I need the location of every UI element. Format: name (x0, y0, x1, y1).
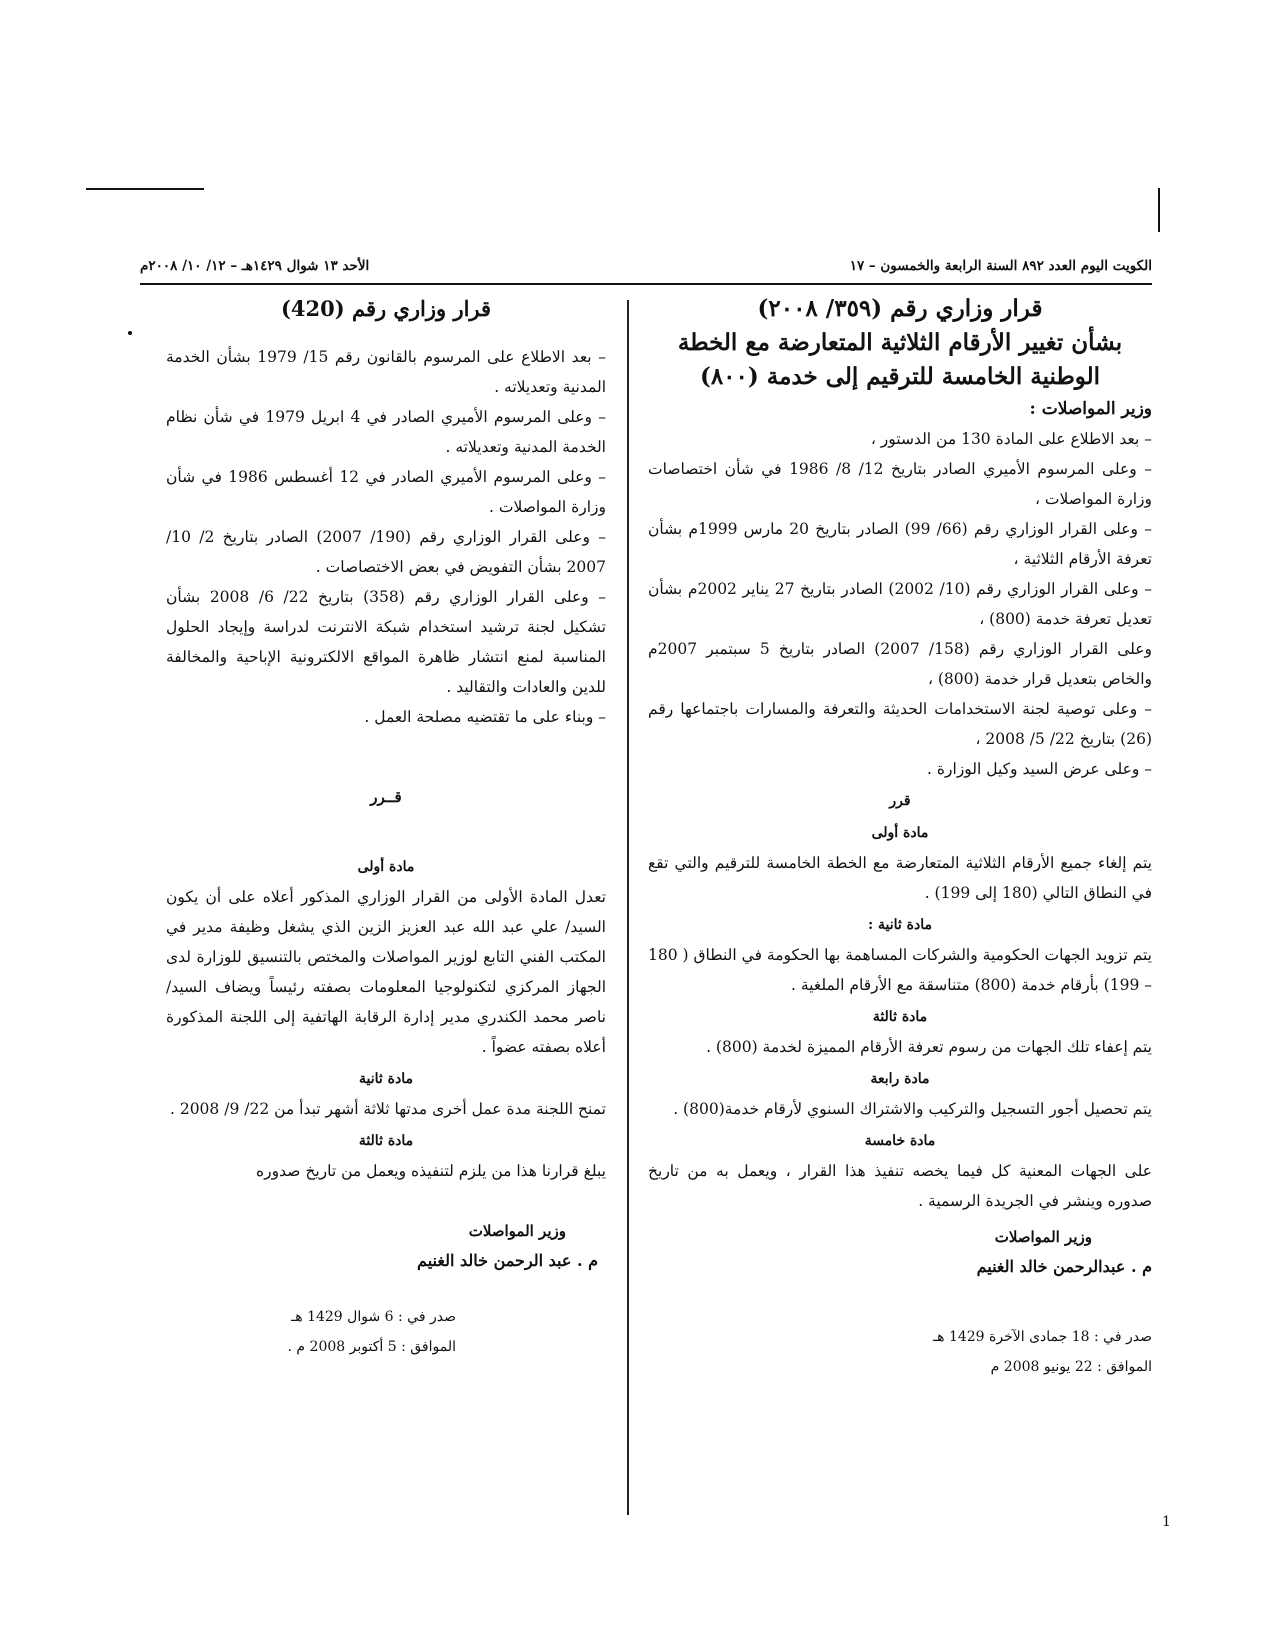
header-issue: الكويت اليوم العدد ٨٩٢ السنة الرابعة والخمسون – ١٧ (849, 258, 1152, 274)
margin-dot (128, 331, 132, 335)
decided-heading: قرر (889, 793, 911, 809)
signature-name: م . عبدالرحمن خالد الغنيم (976, 1257, 1152, 1276)
article-text: تعدل المادة الأولى من القرار الوزاري المذكور أعلاه على أن يكون السيد/ علي عبد الله عبد العزيز الزين الذي يشغل وظيفة مدير في المكتب الفني التابع لوزير المواصلات والمختص بالتنسيق للوزارة لدى الجهاز المركزي لتكنولوجيا المعلومات بصفته رئيساً ويضاف السيد/ ناصر محمد الكندري مدير إدارة الرقابة الهاتفية إلى اللجنة المذكورة أعلاه بصفته عضواً . (166, 888, 606, 1056)
preamble-item: – بعد الاطلاع على المادة 130 من الدستور ، (870, 430, 1152, 448)
preamble-item: – وعلى توصية لجنة الاستخدامات الحديثة والتعرفة والمسارات باجتماعها رقم (26) بتاريخ 22/ 5/ 2008 ، (648, 700, 1152, 748)
article-heading: مادة رابعة (870, 1071, 930, 1087)
preamble-item: – وعلى القرار الوزاري رقم (10/ 2002) الصادر بتاريخ 27 يناير 2002م بشأن تعديل تعرفة خدمة (800) ، (648, 580, 1152, 628)
issue-dates (648, 1322, 1152, 1382)
preamble-item: – وعلى القرار الوزاري رقم (190/ 2007) الصادر بتاريخ 2/ 10/ 2007 بشأن التفويض في بعض الاختصاصات . (166, 528, 606, 576)
page-header (140, 258, 1152, 280)
decided-heading: قــرر (370, 788, 402, 806)
article-heading: مادة ثانية : (867, 917, 933, 933)
header-date: الأحد ١٣ شوال ١٤٢٩هـ – ١٢/ ١٠/ ٢٠٠٨م (140, 258, 370, 274)
issued-date: صدر في : 18 جمادى الآخرة 1429 هـ (933, 1329, 1152, 1345)
bottom-mark: 1 (1162, 1514, 1171, 1530)
decree-title: قرار وزاري رقم (٣٥٩/ ٢٠٠٨) (757, 295, 1043, 322)
corresponding-date: الموافق : 5 أكتوبر 2008 م . (287, 1339, 456, 1355)
issue-dates (166, 1302, 606, 1362)
decree-title: قرار وزاري رقم (420) (280, 296, 492, 321)
signature-block (648, 1222, 1152, 1282)
decree-subject-2: الوطنية الخامسة للترقيم إلى خدمة (٨٠٠) (699, 363, 1101, 390)
article-text: يتم تزويد الجهات الحكومية والشركات المساهمة بها الحكومة في النطاق ( 180 – 199) بأرقام خدمة (800) متناسقة مع الأرقام الملغية . (648, 946, 1152, 994)
article-heading: مادة ثالثة (872, 1009, 928, 1025)
issued-date: صدر في : 6 شوال 1429 هـ (291, 1309, 456, 1325)
signature-title: وزير المواصلات (468, 1222, 566, 1240)
margin-mark (1158, 188, 1160, 232)
top-rule (86, 188, 204, 190)
article-text: يبلغ قرارنا هذا من يلزم لتنفيذه ويعمل من تاريخ صدوره (256, 1162, 606, 1180)
article-text: يتم إلغاء جميع الأرقام الثلاثية المتعارضة مع الخطة الخامسة للترقيم والتي تقع في النطاق التالي (180 إلى 199) . (648, 854, 1152, 902)
preamble-item: – وعلى عرض السيد وكيل الوزارة . (927, 760, 1152, 778)
preamble-item: – وعلى المرسوم الأميري الصادر في 12 أغسطس 1986 في شأن وزارة المواصلات . (166, 468, 606, 516)
article-heading: مادة خامسة (864, 1133, 936, 1149)
article-text: يتم إعفاء تلك الجهات من رسوم تعرفة الأرقام المميزة لخدمة (800) . (706, 1038, 1152, 1056)
preamble-item: وعلى القرار الوزاري رقم (158/ 2007) الصادر بتاريخ 5 سبتمبر 2007م والخاص بتعديل قرار خدمة (800) ، (648, 640, 1152, 688)
article-heading: مادة أولى (871, 825, 929, 841)
corresponding-date: الموافق : 22 يونيو 2008 م (990, 1359, 1152, 1375)
article-heading: مادة ثانية (359, 1071, 413, 1087)
preamble-item: – وعلى القرار الوزاري رقم (358) بتاريخ 22/ 6/ 2008 بشأن تشكيل لجنة ترشيد استخدام شبكة الانترنت لدراسة وإيجاد الحلول المناسبة لمنع انتشار ظاهرة المواقع الالكترونية الإباحية والمخالفة للدين والعادات والتقاليد . (166, 588, 606, 696)
header-rule (140, 283, 1152, 285)
decree-359 (648, 292, 1152, 1382)
article-heading: مادة ثالثة (358, 1133, 414, 1149)
article-text: على الجهات المعنية كل فيما يخصه تنفيذ هذا القرار ، ويعمل به من تاريخ صدوره وينشر في الجريدة الرسمية . (648, 1162, 1152, 1210)
article-heading: مادة أولى (357, 859, 415, 875)
decree-420 (166, 292, 606, 1362)
decree-subject-1: بشأن تغيير الأرقام الثلاثية المتعارضة مع الخطة (677, 329, 1123, 356)
article-text: تمنح اللجنة مدة عمل أخرى مدتها ثلاثة أشهر تبدأ من 22/ 9/ 2008 . (169, 1100, 606, 1118)
signature-block (166, 1216, 606, 1276)
preamble-item: – بعد الاطلاع على المرسوم بالقانون رقم 15/ 1979 بشأن الخدمة المدنية وتعديلاته . (166, 348, 606, 396)
signature-name: م . عبد الرحمن خالد الغنيم (417, 1251, 598, 1270)
preamble-item: – وعلى المرسوم الأميري الصادر في 4 ابريل 1979 في شأن نظام الخدمة المدنية وتعديلاته . (166, 408, 606, 456)
column-divider (627, 300, 629, 1515)
preamble-item: – وعلى المرسوم الأميري الصادر بتاريخ 12/ 8/ 1986 في شأن اختصاصات وزارة المواصلات ، (648, 460, 1152, 508)
minister-label: وزير المواصلات : (1029, 399, 1152, 419)
article-text: يتم تحصيل أجور التسجيل والتركيب والاشتراك السنوي لأرقام خدمة(800) . (673, 1100, 1152, 1118)
preamble-item: – وبناء على ما تقتضيه مصلحة العمل . (364, 708, 606, 726)
preamble-item: – وعلى القرار الوزاري رقم (66/ 99) الصادر بتاريخ 20 مارس 1999م بشأن تعرفة الأرقام الثلاثية ، (648, 520, 1152, 568)
signature-title: وزير المواصلات (994, 1228, 1092, 1246)
